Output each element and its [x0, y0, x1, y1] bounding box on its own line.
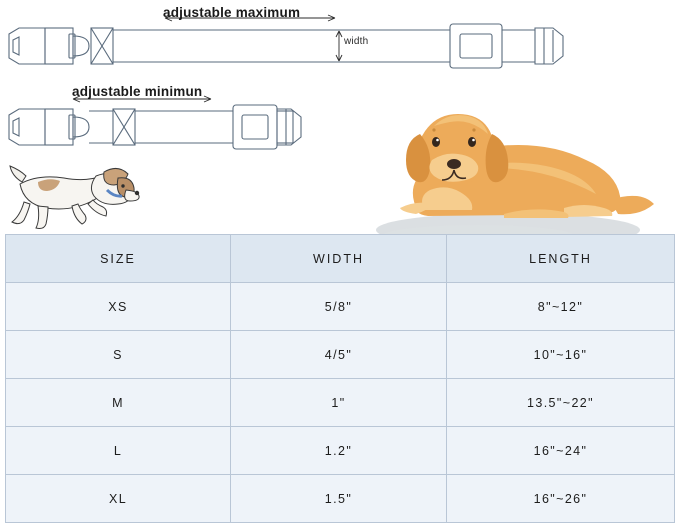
cell-length: 8"~12" — [447, 283, 675, 331]
header-length: LENGTH — [447, 235, 675, 283]
table-row — [6, 475, 675, 523]
adjustable-minimum-label: adjustable minimun — [72, 84, 203, 99]
table-header-row — [6, 235, 675, 283]
cell-size: XS — [6, 283, 231, 331]
cell-size: XL — [6, 475, 231, 523]
cell-width: 5/8" — [231, 283, 447, 331]
running-dog-illustration — [8, 160, 140, 239]
adjustable-maximum-label: adjustable maximum — [163, 5, 301, 20]
width-label: width — [344, 36, 369, 47]
cell-width: 1.5" — [231, 475, 447, 523]
table-row — [6, 283, 675, 331]
cell-width: 4/5" — [231, 331, 447, 379]
table-row — [6, 331, 675, 379]
cell-width: 1.2" — [231, 427, 447, 475]
table-row — [6, 379, 675, 427]
cell-size: M — [6, 379, 231, 427]
table-row — [6, 427, 675, 475]
header-size: SIZE — [6, 235, 231, 283]
collar-diagram-maximum — [5, 14, 565, 72]
lying-golden-retriever-illustration — [358, 90, 658, 255]
header-width: WIDTH — [231, 235, 447, 283]
cell-length: 16"~24" — [447, 427, 675, 475]
size-table — [5, 234, 675, 523]
cell-width: 1" — [231, 379, 447, 427]
cell-length: 10"~16" — [447, 331, 675, 379]
collar-diagram-minimum — [5, 95, 305, 153]
cell-size: S — [6, 331, 231, 379]
cell-length: 16"~26" — [447, 475, 675, 523]
cell-size: L — [6, 427, 231, 475]
cell-length: 13.5"~22" — [447, 379, 675, 427]
